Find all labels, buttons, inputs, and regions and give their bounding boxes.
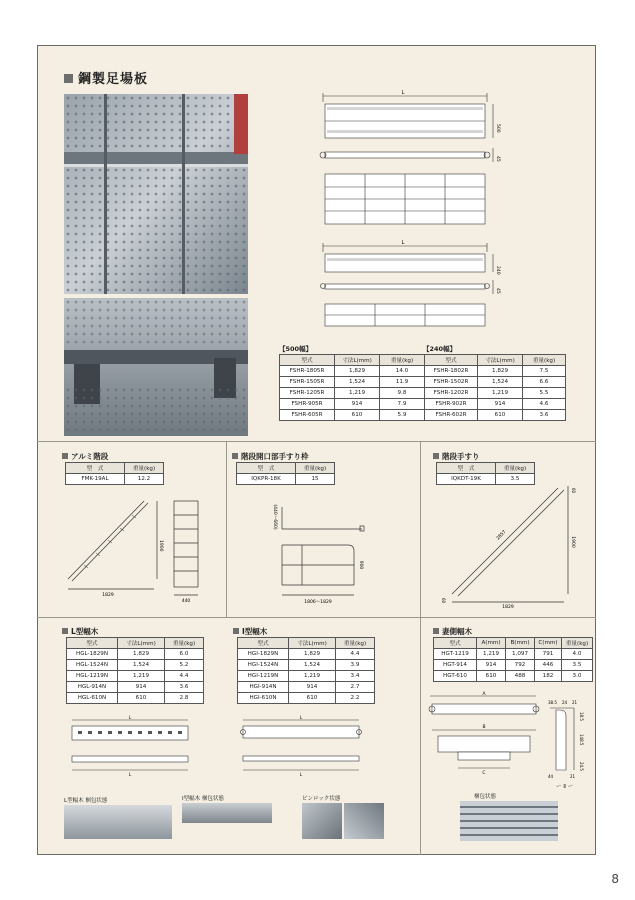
dim-h: 1900 xyxy=(570,536,575,548)
tsuma-title: 妻側幅木 xyxy=(433,626,472,637)
dim-d3: 21 xyxy=(572,700,578,705)
dim-d5: 148.5 xyxy=(579,734,584,746)
table-row: FSHR-905R 914 7.9 xyxy=(280,399,425,410)
table-240 xyxy=(424,354,566,421)
dim-h1: (440〜660) xyxy=(272,504,277,530)
dim-L-mid: L xyxy=(401,240,405,246)
l-habaki-title: L型幅木 xyxy=(62,626,98,637)
dim-d2: 24 xyxy=(562,700,568,705)
dim-d8: 21 xyxy=(570,774,576,779)
table-row: HGT-610 610 488 182 3.0 xyxy=(434,671,593,682)
table-500-label: 【500幅】 xyxy=(279,345,313,353)
l-pack-photo xyxy=(64,805,172,839)
divider xyxy=(37,441,596,442)
kaidan-frame-drawing xyxy=(262,495,402,615)
dim-h2: 900 xyxy=(358,560,363,570)
table-row: HGI-1524N 1,524 3.9 xyxy=(238,660,375,671)
table-row: HGI-1219N 1,219 3.4 xyxy=(238,671,375,682)
table-row: HGI-610N 610 2.2 xyxy=(238,693,375,704)
dim-B: B xyxy=(482,725,486,730)
kaidan-rail-table: 型 式 重量(kg) IQKDT-19K 3.5 xyxy=(436,462,535,485)
dim-w: 1829 xyxy=(102,593,114,598)
kaidan-rail-drawing xyxy=(432,478,582,608)
dim-a: 60 xyxy=(441,598,446,604)
table-header: 型式 xyxy=(280,355,335,366)
divider xyxy=(37,617,596,618)
page-title-text: 鋼製足場板 xyxy=(78,72,149,87)
dim-d9: ー Ⅱ ー xyxy=(556,784,574,790)
l-habaki-table: 型式 寸法L(mm) 重量(kg) HGL-1829N 1,829 6.0 HGL-1524N 1,524 5.2 HGL-1219N 1,219 4.4 HGL-914N 914 3.6 HGL-610N 610 2.8 xyxy=(66,637,204,704)
tsuma-pack-photo xyxy=(460,801,558,841)
dim-L-top: L xyxy=(401,90,405,96)
dim-w: 1806〜1829 xyxy=(304,600,332,605)
dim-45: 45 xyxy=(495,156,500,162)
table-row: IQKPR-18K 15 xyxy=(237,474,335,485)
table-500 xyxy=(279,354,425,421)
table-row: HGL-1829N 1,829 6.0 xyxy=(67,649,204,660)
page-title xyxy=(64,68,148,87)
table-row: HGT-914 914 792 446 3.5 xyxy=(434,660,593,671)
table-240-label: 【240幅】 xyxy=(423,345,457,353)
dim-45b: 45 xyxy=(495,288,500,294)
table-row: FMK-19AL 12.2 xyxy=(66,474,164,485)
dim-500: 500 xyxy=(495,124,500,133)
dim-L: L xyxy=(299,716,303,721)
dim-L: L xyxy=(128,773,132,778)
pin-photo-2 xyxy=(344,803,384,839)
alumi-title: アルミ階段 xyxy=(62,451,108,462)
i-habaki-table: 型式 寸法L(mm) 重量(kg) HGI-1829N 1,829 4.4 HGI-1524N 1,524 3.9 HGI-1219N 1,219 3.4 HGI-914N 914 2.7 HGI-610N 610 2.2 xyxy=(237,637,375,704)
table-row: HGI-1829N 1,829 4.4 xyxy=(238,649,375,660)
caption-tsuma-pack: 梱包状態 xyxy=(474,794,497,800)
l-habaki-drawing xyxy=(66,716,196,776)
tsuma-table: 型式 A(mm) B(mm) C(mm) 重量(kg) HGT-1219 1,219 1,097 791 4.0 HGT-914 914 792 446 3.5 HGT-610 610 488 182 3.0 xyxy=(433,637,593,682)
divider xyxy=(226,441,227,617)
divider xyxy=(420,617,421,855)
tsuma-drawing xyxy=(424,690,584,780)
table-row: HGT-1219 1,219 1,097 791 4.0 xyxy=(434,649,593,660)
title-square-icon xyxy=(64,74,73,83)
dim-d1: 38.5 xyxy=(548,700,557,705)
alumi-table: 型 式 重量(kg) FMK-19AL 12.2 xyxy=(65,462,164,485)
dim-L: L xyxy=(299,773,303,778)
steel-plank-photo-1 xyxy=(64,94,248,294)
dim-d4: 18.5 xyxy=(579,712,584,721)
dim-w: 1829 xyxy=(502,605,514,610)
dim-diag: 2857 xyxy=(495,529,508,542)
steel-plank-photo-2 xyxy=(64,298,248,436)
table-row: FSHR-1502R 1,524 6.6 xyxy=(425,377,566,388)
kaidan-rail-title: 階段手すり xyxy=(433,451,480,462)
dim-b: 60 xyxy=(571,488,576,494)
table-row: IQKDT-19K 3.5 xyxy=(437,474,535,485)
table-header: 型式 xyxy=(425,355,478,366)
kaidan-frame-table: 型 式 重量(kg) IQKPR-18K 15 xyxy=(236,462,335,485)
caption-i-pack: I型幅木 梱包状態 xyxy=(182,796,224,802)
table-row: HGL-1219N 1,219 4.4 xyxy=(67,671,204,682)
divider xyxy=(420,441,421,617)
i-habaki-title: I型幅木 xyxy=(233,626,267,637)
table-header: 寸法L(mm) xyxy=(335,355,380,366)
dim-C: C xyxy=(482,771,486,776)
alumi-stair-drawing xyxy=(62,495,212,605)
table-row: FSHR-1805R 1,829 14.0 xyxy=(280,366,425,377)
i-pack-photo xyxy=(182,803,272,823)
dim-d: 440 xyxy=(181,599,191,604)
table-row: HGL-610N 610 2.8 xyxy=(67,693,204,704)
table-row: FSHR-602R 610 3.6 xyxy=(425,410,566,421)
table-row: HGL-1524N 1,524 5.2 xyxy=(67,660,204,671)
plank-drawing-top xyxy=(315,90,500,330)
table-row: HGL-914N 914 3.6 xyxy=(67,682,204,693)
table-row: FSHR-1505R 1,524 11.9 xyxy=(280,377,425,388)
dim-L: L xyxy=(128,716,132,721)
page-number: 8 xyxy=(611,872,619,886)
dim-d7: 44 xyxy=(548,774,554,779)
table-row: FSHR-1802R 1,829 7.5 xyxy=(425,366,566,377)
i-habaki-drawing xyxy=(237,716,367,776)
dim-240: 240 xyxy=(495,266,500,275)
caption-l-pack: L型幅木 梱包状態 xyxy=(64,798,108,804)
dim-h: 1900 xyxy=(158,540,163,552)
table-header: 重量(kg) xyxy=(380,355,425,366)
table-row: FSHR-1205R 1,219 9.8 xyxy=(280,388,425,399)
dim-A: A xyxy=(482,692,486,697)
table-header: 寸法L(mm) xyxy=(478,355,523,366)
table-row: FSHR-1202R 1,219 5.5 xyxy=(425,388,566,399)
pin-photo-1 xyxy=(302,803,342,839)
table-header: 重量(kg) xyxy=(523,355,566,366)
caption-pin: ピンロック状態 xyxy=(302,796,341,802)
table-row: FSHR-902R 914 4.6 xyxy=(425,399,566,410)
table-row: FSHR-605R 610 5.9 xyxy=(280,410,425,421)
kaidan-frame-title: 階段開口部手すり枠 xyxy=(232,451,309,462)
dim-d6: 24.5 xyxy=(579,762,584,771)
table-row: HGI-914N 914 2.7 xyxy=(238,682,375,693)
